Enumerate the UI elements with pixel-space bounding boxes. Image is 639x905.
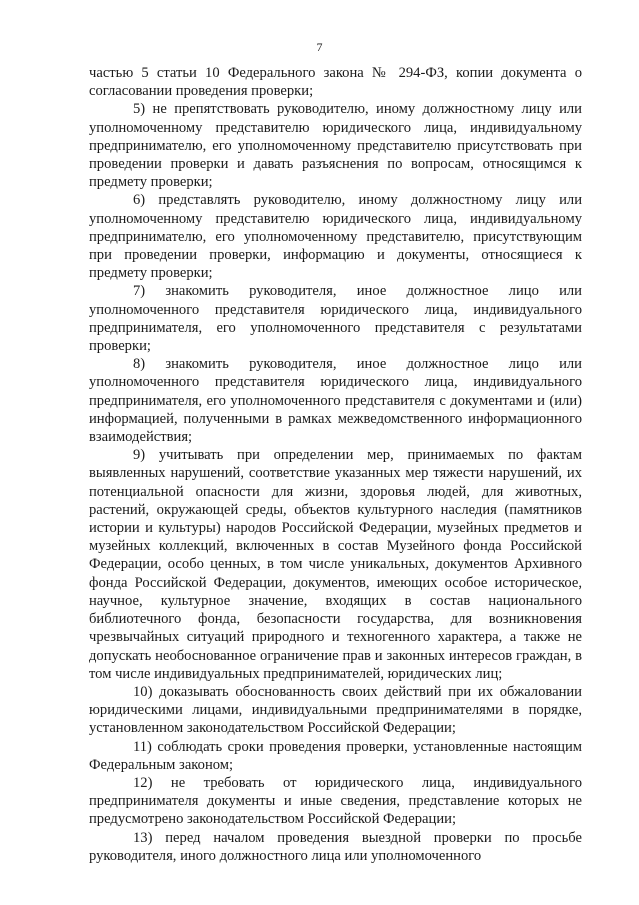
paragraph-item-8: 8) знакомить руководителя, иное должностное лицо или уполномоченного представителя юридического лица, индивидуального предпринимателя, его уполномоченного представителя с документами и (или) информацией, полученными в рамках межведомственного информационного взаимодействия; — [89, 356, 582, 446]
paragraph-item-11: 11) соблюдать сроки проведения проверки, установленные настоящим Федеральным законом; — [89, 738, 582, 773]
paragraph-item-7: 7) знакомить руководителя, иное должностное лицо или уполномоченного представителя юридического лица, индивидуального предпринимателя, его уполномоченного представителя с результатами проверки; — [89, 283, 582, 355]
paragraph-continuation: частью 5 статьи 10 Федерального закона № 294-ФЗ, копии документа о согласовании проведения проверки; — [89, 65, 582, 100]
document-body — [89, 64, 582, 865]
page-number: 7 — [316, 40, 323, 54]
paragraph-item-5: 5) не препятствовать руководителю, иному должностному лицу или уполномоченному представителю юридического лица, индивидуальному предпринимателю, его уполномоченному представителю присутствовать при проведении проверки и давать разъяснения по вопросам, относящимся к предмету проверки; — [89, 101, 582, 191]
paragraph-item-12: 12) не требовать от юридического лица, индивидуального предпринимателя документы и иные сведения, представление которых не предусмотрено законодательством Российской Федерации; — [89, 774, 582, 828]
paragraph-item-6: 6) представлять руководителю, иному должностному лицу или уполномоченному представителю юридического лица, индивидуальному предпринимателю, его уполномоченному представителю, присутствующим при проведении проверки, информацию и документы, относящиеся к предмету проверки; — [89, 192, 582, 282]
paragraph-item-10: 10) доказывать обоснованность своих действий при их обжаловании юридическими лицами, индивидуальными предпринимателями в порядке, установленном законодательством Российской Федерации; — [89, 683, 582, 737]
paragraph-item-9: 9) учитывать при определении мер, принимаемых по фактам выявленных нарушений, соответствие указанных мер тяжести нарушений, их потенциальной опасности для жизни, здоровья людей, для животных, растений, окружающей среды, объектов культурного наследия (памятников истории и культуры) народов Российской Федерации, музейных предметов и музейных коллекций, включенных в состав Музейного фонда Российской Федерации, особо ценных, в том числе уникальных, документов Архивного фонда Российской Федерации, документов, имеющих особое историческое, научное, культурное значение, входящих в состав национального библиотечного фонда, безопасности государства, для возникновения чрезвычайных ситуаций природного и техногенного характера, а также не допускать необоснованное ограничение прав и законных интересов граждан, в том числе индивидуальных предпринимателей, юридических лиц; — [89, 447, 582, 682]
paragraph-item-13: 13) перед началом проведения выездной проверки по просьбе руководителя, иного должностного лица или уполномоченного — [89, 829, 582, 864]
